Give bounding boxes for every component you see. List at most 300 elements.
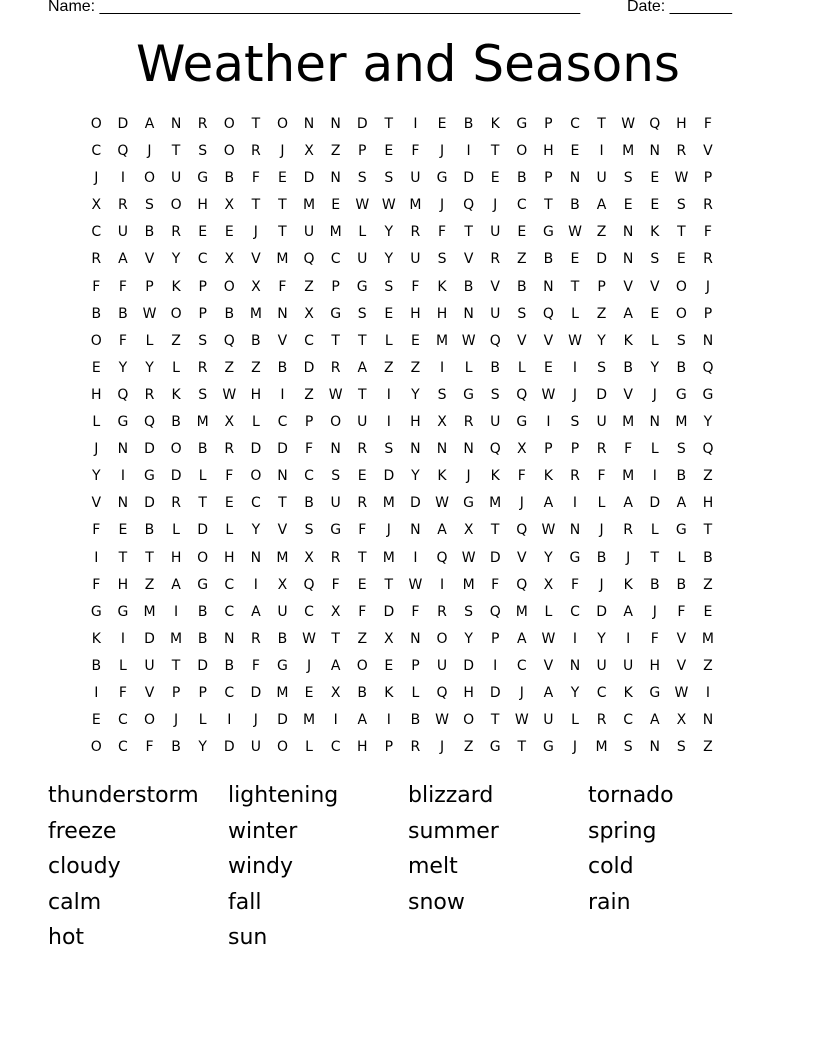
grid-letter: A (357, 712, 368, 729)
grid-letter: F (411, 603, 420, 620)
grid-letter: T (703, 522, 713, 539)
grid-letter: U (543, 712, 554, 729)
word-item: melt (408, 854, 458, 880)
grid-letter: F (624, 441, 633, 458)
grid-letter: G (117, 414, 129, 431)
grid-letter: S (464, 603, 474, 620)
grid-letter: P (490, 630, 500, 647)
grid-letter: Q (516, 522, 528, 539)
grid-letter: B (277, 359, 288, 376)
grid-letter: Q (649, 116, 661, 132)
grid-letter: I (572, 495, 578, 512)
grid-letter: M (622, 468, 635, 485)
grid-letter: V (517, 332, 527, 349)
grid-letter: R (357, 441, 368, 458)
grid-letter: P (703, 170, 713, 187)
grid-letter: N (330, 116, 341, 132)
grid-letter: C (516, 657, 527, 674)
grid-letter: S (517, 305, 527, 322)
grid-letter: M (249, 305, 262, 322)
grid-letter: P (145, 278, 154, 295)
grid-letter: E (118, 522, 128, 539)
grid-letter: O (90, 739, 102, 756)
grid-letter: C (330, 739, 341, 756)
grid-letter: F (92, 522, 101, 539)
grid-letter: S (145, 197, 154, 214)
grid-letter: A (596, 197, 607, 214)
grid-letter: X (437, 414, 447, 431)
grid-letter: C (330, 251, 341, 268)
grid-letter: Q (702, 359, 714, 376)
grid-letter: H (170, 549, 182, 566)
grid-letter: B (676, 468, 687, 485)
grid-letter: Q (542, 305, 554, 322)
grid-letter: I (546, 414, 551, 431)
grid-letter: N (649, 143, 660, 160)
grid-letter: X (384, 630, 394, 647)
grid-letter: F (118, 278, 127, 295)
grid-letter: J (253, 712, 258, 729)
grid-letter: B (676, 576, 687, 593)
grid-letter: O (330, 414, 342, 431)
grid-letter: X (91, 197, 102, 214)
grid-letter: O (436, 630, 448, 647)
grid-letter: M (462, 576, 475, 593)
grid-letter: L (411, 684, 420, 701)
grid-letter: T (384, 116, 394, 132)
grid-letter: B (224, 170, 235, 187)
grid-letter: R (91, 251, 102, 268)
grid-letter: I (174, 603, 179, 620)
grid-letter: J (94, 170, 99, 187)
grid-letter: J (306, 657, 312, 674)
grid-letter: W (461, 549, 476, 566)
grid-letter: N (702, 712, 714, 729)
grid-letter: Q (463, 197, 475, 214)
grid-letter: S (384, 441, 394, 458)
word-item: summer (408, 818, 499, 844)
grid-letter: Q (489, 603, 501, 620)
grid-letter: M (435, 332, 449, 349)
grid-letter: U (250, 739, 261, 756)
grid-letter: A (676, 495, 687, 512)
grid-letter: R (250, 630, 261, 647)
grid-letter: D (383, 603, 395, 620)
grid-letter: S (384, 170, 394, 187)
grid-letter: J (599, 522, 604, 539)
grid-letter: G (144, 468, 155, 485)
grid-letter: G (516, 414, 528, 431)
grid-letter: J (519, 684, 524, 701)
grid-letter: O (170, 305, 182, 322)
grid-letter: Z (596, 224, 607, 241)
grid-letter: U (436, 657, 448, 674)
grid-letter: O (356, 657, 368, 674)
grid-letter: L (677, 549, 686, 566)
grid-letter: D (410, 495, 421, 512)
grid-letter: I (120, 630, 125, 647)
grid-letter: A (649, 712, 660, 729)
grid-letter: K (384, 684, 394, 701)
grid-letter: A (543, 684, 554, 701)
grid-letter: D (144, 441, 155, 458)
grid-letter: M (143, 603, 156, 620)
grid-letter: W (461, 332, 476, 349)
grid-letter: H (676, 116, 687, 132)
grid-letter: Y (464, 630, 473, 647)
grid-letter: F (358, 522, 367, 539)
grid-letter: A (623, 603, 633, 620)
grid-letter: G (675, 522, 687, 539)
grid-letter: X (304, 143, 314, 160)
grid-letter: H (410, 305, 421, 322)
grid-letter: J (439, 143, 445, 160)
grid-letter: V (623, 278, 633, 295)
grid-letter: G (569, 549, 581, 566)
grid-letter: C (277, 414, 288, 431)
grid-letter: J (174, 712, 179, 729)
grid-letter: D (649, 495, 661, 512)
grid-letter: E (517, 224, 527, 241)
grid-letter: H (463, 684, 474, 701)
grid-letter: Z (703, 468, 713, 485)
grid-letter: T (650, 549, 660, 566)
grid-letter: W (408, 576, 423, 593)
grid-letter: V (144, 684, 155, 701)
grid-letter: K (490, 468, 500, 485)
grid-letter: Y (570, 684, 580, 701)
grid-letter: W (514, 712, 529, 729)
grid-letter: D (596, 251, 607, 268)
grid-letter: M (276, 684, 289, 701)
grid-letter: T (278, 495, 287, 512)
grid-letter: F (570, 576, 580, 593)
grid-letter: C (304, 468, 314, 485)
grid-letter: G (436, 170, 448, 187)
grid-letter: H (410, 414, 421, 431)
grid-letter: H (117, 576, 129, 593)
grid-letter: H (702, 495, 714, 512)
grid-letter: G (702, 386, 714, 403)
grid-letter: T (171, 143, 181, 160)
grid-letter: I (94, 549, 99, 566)
grid-letter: F (251, 657, 260, 674)
grid-letter: P (304, 414, 314, 431)
grid-letter: X (304, 305, 314, 322)
grid-letter: E (384, 657, 394, 674)
grid-letter: I (413, 549, 418, 566)
grid-letter: X (251, 278, 261, 295)
grid-letter: B (516, 278, 527, 295)
grid-letter: J (147, 143, 152, 160)
grid-letter: G (356, 278, 368, 295)
grid-letter: P (198, 684, 207, 701)
grid-letter: I (572, 359, 578, 376)
grid-letter: T (490, 712, 500, 729)
grid-letter: M (409, 197, 422, 214)
grid-letter: Y (92, 468, 101, 485)
grid-letter: T (544, 197, 553, 214)
grid-letter: R (330, 549, 341, 566)
grid-letter: C (304, 603, 314, 620)
grid-letter: P (570, 441, 580, 458)
grid-letter: R (570, 468, 580, 485)
grid-letter: W (435, 495, 449, 512)
grid-letter: O (90, 332, 102, 349)
grid-letter: S (437, 386, 447, 403)
grid-letter: N (117, 495, 129, 512)
grid-letter: A (543, 495, 554, 512)
grid-letter: E (384, 305, 394, 322)
grid-letter: B (144, 224, 155, 241)
grid-letter: V (91, 495, 102, 512)
grid-letter: B (463, 116, 474, 132)
grid-letter: O (90, 116, 102, 132)
grid-letter: S (676, 332, 686, 349)
grid-letter: F (517, 468, 526, 485)
word-item: cloudy (48, 854, 121, 880)
grid-letter: B (304, 495, 314, 512)
grid-letter: Q (516, 576, 528, 593)
grid-letter: C (250, 495, 261, 512)
grid-letter: R (623, 522, 634, 539)
grid-letter: W (621, 116, 636, 132)
grid-letter: F (677, 603, 686, 620)
grid-letter: Q (117, 386, 129, 403)
grid-letter: V (251, 251, 261, 268)
grid-letter: R (197, 116, 208, 132)
grid-letter: B (251, 332, 261, 349)
grid-letter: H (543, 143, 554, 160)
grid-letter: D (170, 468, 182, 485)
grid-letter: L (118, 657, 127, 674)
grid-letter: O (516, 143, 528, 160)
grid-letter: W (355, 197, 370, 214)
grid-letter: J (466, 468, 471, 485)
grid-letter: V (543, 332, 554, 349)
grid-letter: B (144, 522, 155, 539)
grid-letter: I (280, 386, 285, 403)
grid-letter: Q (303, 576, 315, 593)
grid-letter: L (198, 712, 207, 729)
grid-letter: N (410, 441, 421, 458)
grid-letter: I (253, 576, 258, 593)
grid-letter: K (623, 684, 633, 701)
grid-letter: T (251, 116, 261, 132)
grid-letter: R (410, 224, 421, 241)
grid-letter: N (330, 170, 341, 187)
grid-letter: F (251, 170, 260, 187)
grid-letter: Y (597, 630, 606, 647)
grid-letter: P (198, 278, 207, 295)
word-item: cold (588, 854, 634, 880)
grid-letter: I (120, 468, 125, 485)
grid-letter: S (357, 305, 367, 322)
grid-letter: S (623, 170, 633, 187)
grid-letter: B (703, 549, 713, 566)
grid-letter: J (280, 143, 285, 160)
grid-letter: S (331, 468, 341, 485)
grid-letter: E (198, 224, 208, 241)
date-field[interactable]: Date: _______ (627, 0, 732, 15)
grid-letter: B (463, 278, 474, 295)
grid-letter: I (626, 630, 631, 647)
name-field[interactable]: Name: ______________________________________________________ (48, 0, 581, 15)
grid-letter: F (411, 278, 420, 295)
grid-letter: I (705, 684, 711, 701)
grid-letter: I (572, 630, 578, 647)
grid-letter: T (677, 224, 686, 241)
grid-letter: F (437, 224, 447, 241)
grid-letter: E (410, 332, 420, 349)
grid-letter: K (650, 224, 660, 241)
grid-letter: H (91, 386, 102, 403)
grid-letter: D (463, 657, 474, 674)
grid-letter: A (517, 630, 527, 647)
grid-letter: V (144, 251, 155, 268)
grid-letter: E (676, 251, 686, 268)
grid-letter: U (303, 224, 315, 241)
grid-letter: U (596, 657, 607, 674)
grid-letter: T (118, 549, 128, 566)
grid-letter: J (705, 278, 711, 295)
grid-letter: G (489, 739, 501, 756)
grid-letter: E (650, 197, 660, 214)
grid-letter: I (386, 712, 391, 729)
grid-letter: X (224, 251, 235, 268)
grid-letter: O (675, 305, 687, 322)
grid-letter: U (490, 224, 501, 241)
grid-letter: X (463, 522, 474, 539)
grid-letter: P (411, 657, 420, 674)
grid-letter: T (171, 657, 181, 674)
grid-letter: F (118, 332, 127, 349)
grid-letter: B (543, 251, 554, 268)
grid-letter: D (197, 657, 209, 674)
grid-letter: B (649, 576, 660, 593)
grid-letter: C (596, 684, 607, 701)
grid-letter: Z (596, 305, 607, 322)
grid-letter: F (597, 468, 606, 485)
word-item: snow (408, 889, 465, 915)
grid-letter: Y (703, 414, 713, 431)
grid-letter: B (516, 170, 527, 187)
grid-letter: N (170, 116, 182, 132)
grid-letter: U (490, 414, 501, 431)
grid-letter: F (305, 441, 314, 458)
grid-letter: P (544, 441, 553, 458)
grid-letter: J (439, 739, 445, 756)
grid-letter: L (650, 441, 659, 458)
grid-letter: E (543, 359, 553, 376)
grid-letter: Y (198, 739, 207, 756)
grid-letter: U (277, 603, 288, 620)
letter-grid (83, 111, 721, 761)
grid-letter: M (276, 549, 289, 566)
grid-letter: T (331, 332, 340, 349)
grid-letter: V (623, 386, 633, 403)
grid-letter: E (278, 170, 287, 187)
grid-letter: R (330, 359, 341, 376)
grid-letter: K (623, 332, 633, 349)
grid-letter: J (493, 197, 498, 214)
grid-letter: K (437, 468, 447, 485)
grid-letter: E (570, 251, 580, 268)
grid-letter: Y (650, 359, 660, 376)
grid-letter: K (91, 630, 101, 647)
grid-letter: M (382, 495, 395, 512)
grid-letter: E (570, 143, 580, 160)
grid-letter: V (490, 278, 500, 295)
grid-letter: C (224, 603, 235, 620)
page-title: Weather and Seasons (136, 35, 680, 93)
grid-letter: G (277, 657, 288, 674)
grid-letter: O (143, 170, 155, 187)
word-item: blizzard (408, 783, 494, 808)
grid-letter: R (490, 251, 501, 268)
grid-letter: H (649, 657, 661, 674)
grid-letter: W (541, 630, 556, 647)
grid-letter: T (517, 739, 527, 756)
grid-letter: I (439, 576, 445, 593)
grid-letter: S (676, 197, 686, 214)
grid-letter: W (674, 170, 689, 187)
grid-letter: L (172, 522, 180, 539)
grid-letter: T (357, 386, 367, 403)
grid-letter: E (650, 305, 660, 322)
grid-letter: I (439, 359, 445, 376)
grid-letter: M (303, 712, 316, 729)
grid-letter: Z (224, 359, 235, 376)
grid-letter: L (544, 603, 553, 620)
grid-letter: L (305, 739, 313, 756)
grid-letter: R (250, 143, 261, 160)
grid-letter: O (463, 712, 475, 729)
grid-letter: M (489, 495, 502, 512)
grid-letter: U (117, 224, 129, 241)
grid-letter: J (652, 386, 657, 403)
grid-letter: Z (703, 657, 713, 674)
grid-letter: W (435, 712, 449, 729)
grid-letter: M (701, 630, 714, 647)
grid-letter: Y (384, 224, 394, 241)
grid-letter: N (622, 224, 634, 241)
grid-letter: L (251, 414, 260, 431)
grid-letter: M (622, 143, 635, 160)
grid-letter: U (144, 657, 155, 674)
grid-letter: E (650, 170, 660, 187)
grid-letter: B (277, 630, 288, 647)
grid-letter: C (516, 197, 527, 214)
grid-letter: I (493, 657, 498, 674)
grid-letter: M (170, 630, 183, 647)
grid-letter: N (569, 170, 581, 187)
grid-letter: J (652, 603, 657, 620)
grid-letter: B (596, 549, 607, 566)
header-line (48, 0, 768, 20)
grid-letter: X (330, 603, 341, 620)
grid-letter: A (251, 603, 261, 620)
grid-letter: I (227, 712, 232, 729)
grid-letter: L (92, 414, 101, 431)
grid-letter: Y (171, 251, 181, 268)
grid-letter: V (676, 657, 687, 674)
grid-letter: O (675, 278, 687, 295)
grid-letter: E (357, 576, 367, 593)
grid-letter: B (197, 441, 208, 458)
grid-letter: F (411, 143, 420, 160)
grid-letter: Q (702, 441, 714, 458)
